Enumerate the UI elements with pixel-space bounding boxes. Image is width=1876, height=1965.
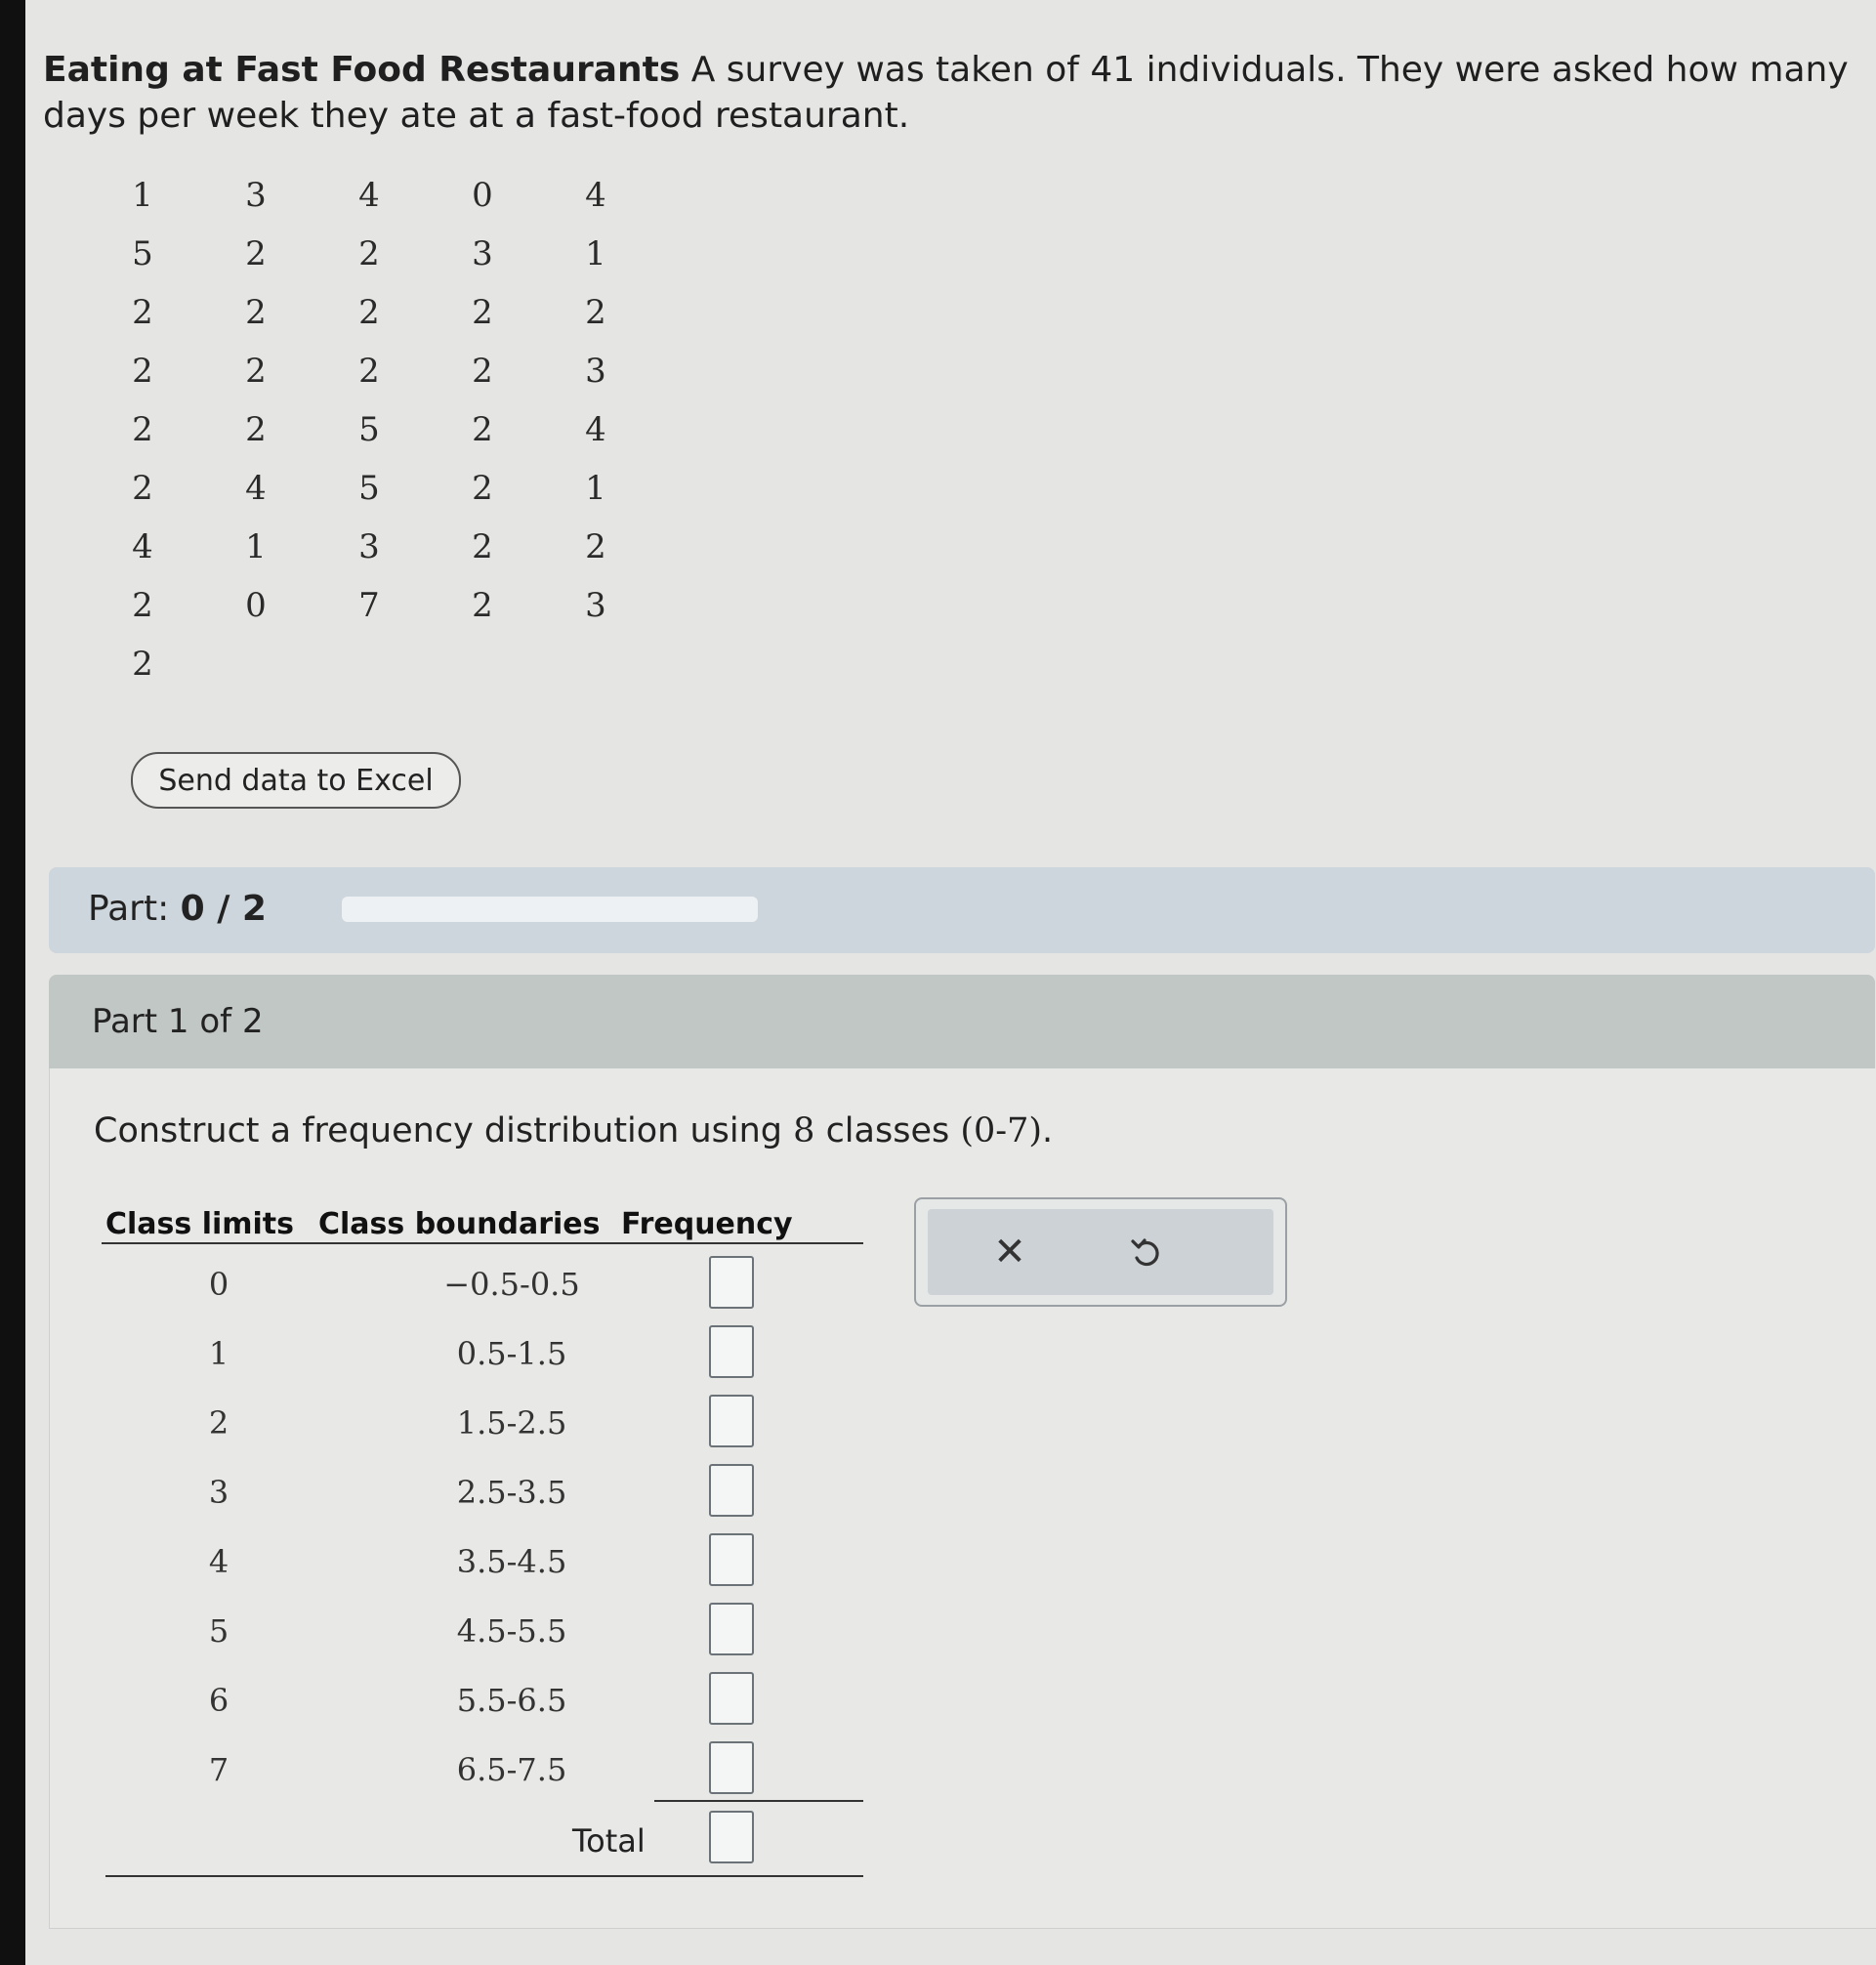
total-label: Total [572, 1822, 646, 1860]
undo-button[interactable] [1117, 1223, 1176, 1281]
progress-track [342, 897, 758, 922]
data-value: 2 [358, 352, 380, 391]
class-boundary: 2.5-3.5 [456, 1474, 567, 1511]
problem-title-bold: Eating at Fast Food Restaurants [43, 50, 681, 90]
answer-actions-inner [928, 1209, 1273, 1295]
data-value: 2 [245, 352, 267, 391]
class-limit: 5 [208, 1612, 229, 1650]
header-frequency: Frequency [621, 1207, 793, 1241]
part1-instruction [94, 1111, 1053, 1150]
frequency-input[interactable] [709, 1325, 754, 1378]
class-limit: 2 [208, 1404, 229, 1442]
class-limit: 3 [208, 1474, 229, 1511]
instruction-end: . [1042, 1111, 1054, 1150]
total-row [102, 1805, 863, 1875]
instruction-range: (0-7) [960, 1111, 1043, 1150]
data-value: 3 [472, 234, 493, 273]
table-bottom-rule [105, 1875, 863, 1877]
data-value: 2 [358, 293, 380, 332]
frequency-table [102, 1197, 863, 1881]
class-boundary: 6.5-7.5 [456, 1751, 567, 1788]
data-value: 3 [245, 176, 267, 215]
frequency-input[interactable] [709, 1603, 754, 1655]
problem-title-text: A survey was taken of 41 individuals. They were asked how many days per week they ate at a fast-food restaurant. [43, 50, 1849, 136]
part-progress-bar [49, 867, 1875, 953]
data-value: 2 [472, 293, 493, 332]
class-boundary: 4.5-5.5 [456, 1612, 567, 1650]
frequency-input[interactable] [709, 1533, 754, 1586]
class-boundary: −0.5-0.5 [443, 1266, 580, 1303]
data-value: 3 [358, 527, 380, 566]
data-value: 2 [132, 293, 153, 332]
data-value: 1 [585, 234, 606, 273]
frequency-input[interactable] [709, 1256, 754, 1309]
part1-header [49, 975, 1875, 1068]
data-value: 2 [472, 352, 493, 391]
table-row [102, 1458, 863, 1528]
page [25, 0, 1876, 1965]
part-progress-label [88, 889, 267, 929]
clear-button[interactable] [980, 1223, 1039, 1281]
data-value: 5 [358, 469, 380, 508]
header-class-limits: Class limits [105, 1207, 295, 1241]
class-boundary: 0.5-1.5 [456, 1335, 567, 1372]
data-value: 5 [132, 234, 153, 273]
data-value: 4 [358, 176, 380, 215]
data-value: 2 [132, 410, 153, 449]
data-value: 1 [132, 176, 153, 215]
frequency-input[interactable] [709, 1395, 754, 1447]
class-limit: 6 [208, 1682, 229, 1719]
table-row [102, 1735, 863, 1806]
data-value: 4 [585, 410, 606, 449]
data-value: 3 [585, 352, 606, 391]
answer-actions [914, 1197, 1287, 1307]
instruction-classes: 8 [793, 1111, 815, 1150]
data-value: 4 [245, 469, 267, 508]
frequency-sum-rule [654, 1800, 863, 1802]
data-value: 1 [245, 527, 267, 566]
class-limit: 1 [208, 1335, 229, 1372]
frequency-input[interactable] [709, 1741, 754, 1794]
total-frequency-input[interactable] [709, 1811, 754, 1863]
close-icon: ✕ [993, 1230, 1026, 1275]
class-limit: 7 [208, 1751, 229, 1788]
problem-title [43, 47, 1859, 139]
part-progress-count: 0 / 2 [180, 889, 267, 929]
class-boundary: 5.5-6.5 [456, 1682, 567, 1719]
data-value: 1 [585, 469, 606, 508]
data-value: 2 [585, 527, 606, 566]
instruction-mid: classes [814, 1111, 961, 1150]
data-value: 2 [585, 293, 606, 332]
header-rule [102, 1242, 863, 1244]
frequency-input[interactable] [709, 1672, 754, 1725]
data-value: 2 [358, 234, 380, 273]
class-limit: 0 [208, 1266, 229, 1303]
data-value: 2 [472, 527, 493, 566]
data-value: 2 [132, 352, 153, 391]
header-class-boundaries: Class boundaries [318, 1207, 601, 1241]
data-value: 4 [132, 527, 153, 566]
data-value: 0 [472, 176, 493, 215]
data-value: 2 [245, 293, 267, 332]
data-values-grid [123, 176, 689, 703]
undo-icon [1127, 1233, 1166, 1272]
instruction-prefix: Construct a frequency distribution using [94, 1111, 794, 1150]
table-row [102, 1666, 863, 1736]
data-value: 2 [132, 469, 153, 508]
table-row [102, 1389, 863, 1459]
send-to-excel-button[interactable]: Send data to Excel [131, 752, 461, 809]
class-limit: 4 [208, 1543, 229, 1580]
data-value: 2 [132, 645, 153, 684]
table-row [102, 1319, 863, 1390]
data-value: 0 [245, 586, 267, 625]
table-row [102, 1597, 863, 1667]
class-boundary: 1.5-2.5 [456, 1404, 567, 1442]
class-boundary: 3.5-4.5 [456, 1543, 567, 1580]
part1-title: Part 1 of 2 [92, 1002, 264, 1041]
frequency-input[interactable] [709, 1464, 754, 1517]
data-value: 2 [472, 410, 493, 449]
data-value: 2 [472, 586, 493, 625]
data-value: 2 [472, 469, 493, 508]
data-value: 4 [585, 176, 606, 215]
data-value: 2 [245, 410, 267, 449]
table-row [102, 1527, 863, 1598]
data-value: 3 [585, 586, 606, 625]
data-value: 5 [358, 410, 380, 449]
part-label-text: Part: [88, 889, 170, 929]
table-row [102, 1250, 863, 1320]
data-value: 7 [358, 586, 380, 625]
data-value: 2 [245, 234, 267, 273]
data-value: 2 [132, 586, 153, 625]
